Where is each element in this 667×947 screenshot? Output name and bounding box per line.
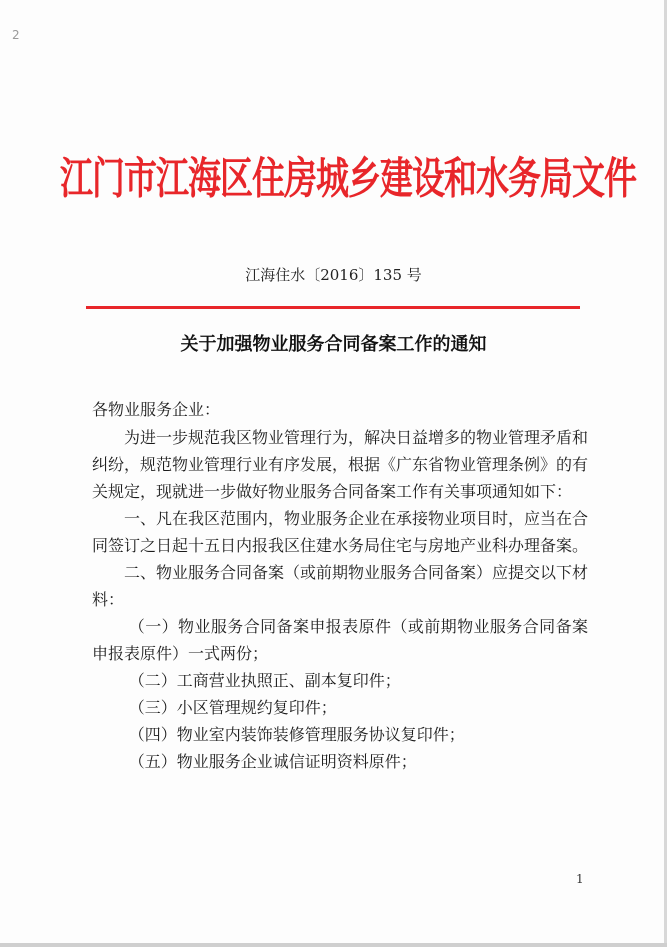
paragraph-intro: 为进一步规范我区物业管理行为，解决日益增多的物业管理矛盾和纠纷，规范物业管理行业有序发展，根据《广东省物业管理条例》的有关规定，现就进一步做好物业服务合同备案工作有关事项通知如下： — [92, 428, 589, 501]
scan-edge-bottom — [0, 943, 667, 947]
notice-title: 关于加强物业服务合同备案工作的通知 — [180, 334, 487, 355]
paragraph-item-one: 一、凡在我区范围内，物业服务企业在承接物业项目时，应当在合同签订之日起十五日内报我区住建水务局住宅与房地产业科办理备案。 — [92, 509, 589, 555]
issuer-title: 江门市江海区住房城乡建设和水务局文件 — [60, 152, 636, 204]
material-item-1: （一）物业服务合同备案申报表原件（或前期物业服务合同备案申报表原件）一式两份； — [92, 617, 588, 663]
page-number: 1 — [576, 872, 584, 886]
paragraph-item-two: 二、物业服务合同备案（或前期物业服务合同备案）应提交以下材料： — [92, 563, 589, 609]
document-number: 江海住水〔2016〕135 号 — [245, 266, 422, 284]
salutation: 各物业服务企业： — [92, 400, 221, 419]
material-item-3: （三）小区管理规约复印件； — [128, 698, 337, 717]
document-body — [92, 396, 588, 775]
material-item-2: （二）工商营业执照正、副本复印件； — [128, 671, 401, 690]
material-item-5: （五）物业服务企业诚信证明资料原件； — [128, 752, 417, 771]
red-divider-rule — [86, 306, 580, 309]
material-item-4: （四）物业室内装饰装修管理服务协议复印件； — [128, 725, 465, 744]
corner-mark: 2 — [12, 28, 20, 42]
